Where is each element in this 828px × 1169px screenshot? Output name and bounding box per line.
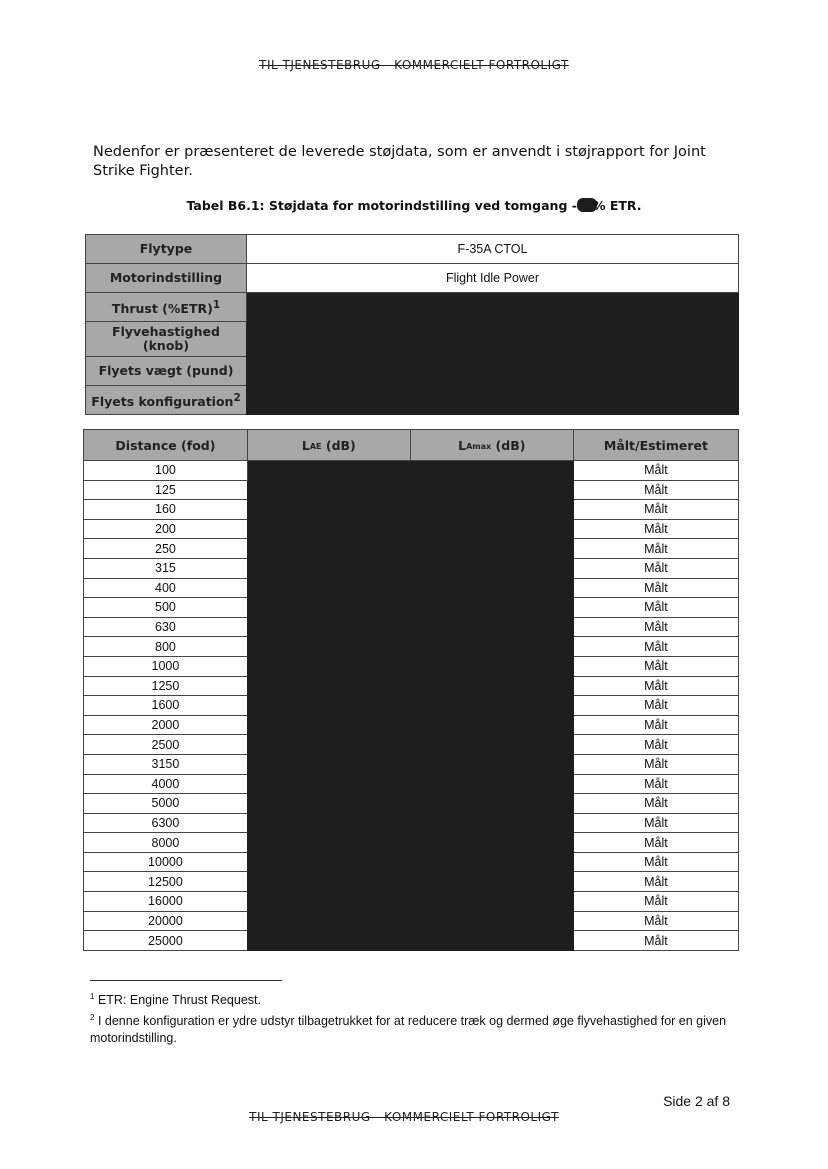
distance-cell: 5000 <box>84 794 248 814</box>
lae-main: L <box>301 437 310 453</box>
thrust-footnote-ref: 1 <box>212 298 221 311</box>
footnote-separator <box>90 980 282 981</box>
status-cell: Målt <box>573 813 738 833</box>
distance-cell: 1250 <box>84 676 248 696</box>
distance-cell: 1600 <box>84 696 248 716</box>
lamax-main: L <box>458 437 467 453</box>
distance-cell: 125 <box>84 480 248 500</box>
motor-value: Flight Idle Power <box>247 264 739 293</box>
noise-table-header <box>84 430 739 461</box>
status-cell: Målt <box>573 539 738 559</box>
status-cell: Målt <box>573 696 738 716</box>
footnote-1-number: 1 <box>90 992 95 1001</box>
col-lamax-header <box>410 430 573 461</box>
status-cell: Målt <box>573 911 738 931</box>
lae-unit: (dB) <box>321 437 356 453</box>
status-cell: Målt <box>573 931 738 951</box>
status-cell: Målt <box>573 558 738 578</box>
status-cell: Målt <box>573 500 738 520</box>
status-cell: Målt <box>573 656 738 676</box>
distance-cell: 8000 <box>84 833 248 853</box>
noise-data-table <box>83 429 739 951</box>
distance-cell: 1000 <box>84 656 248 676</box>
status-cell: Målt <box>573 598 738 618</box>
footnote-2 <box>90 1009 750 1047</box>
lamax-sub: Amax <box>466 441 492 451</box>
distance-cell: 160 <box>84 500 248 520</box>
distance-cell: 630 <box>84 617 248 637</box>
col-status-header: Målt/Estimeret <box>573 430 738 461</box>
flytype-value: F-35A CTOL <box>247 235 739 264</box>
footnote-1 <box>90 988 750 1009</box>
redacted-parameters-block <box>247 293 739 415</box>
distance-cell: 500 <box>84 598 248 618</box>
config-label-text: Flyets konfiguration <box>91 394 234 410</box>
aircraft-parameters-table <box>85 234 739 415</box>
classification-header: TIL TJENESTEBRUG - KOMMERCIELT FORTROLIGT <box>259 58 569 72</box>
config-footnote-ref: 2 <box>233 391 241 404</box>
status-cell: Målt <box>573 794 738 814</box>
table-row <box>84 461 739 481</box>
distance-cell: 400 <box>84 578 248 598</box>
thrust-label <box>86 293 247 322</box>
distance-cell: 6300 <box>84 813 248 833</box>
lae-sub: AE <box>309 441 322 451</box>
speed-label: Flyvehastighed (knob) <box>86 322 247 357</box>
status-cell: Målt <box>573 735 738 755</box>
distance-cell: 20000 <box>84 911 248 931</box>
page-number: Side 2 af 8 <box>663 1093 730 1109</box>
distance-cell: 12500 <box>84 872 248 892</box>
distance-cell: 3150 <box>84 754 248 774</box>
table-caption <box>0 198 828 213</box>
noise-table-body <box>84 461 739 951</box>
footnotes <box>90 988 750 1047</box>
distance-cell: 200 <box>84 519 248 539</box>
intro-paragraph: Nedenfor er præsenteret de leverede støjdata, som er anvendt i støjrapport for Joint Strike Fighter. <box>93 144 706 179</box>
footnote-1-text: ETR: Engine Thrust Request. <box>97 993 261 1008</box>
col-distance-header: Distance (fod) <box>84 430 248 461</box>
status-cell: Målt <box>573 774 738 794</box>
status-cell: Målt <box>573 754 738 774</box>
redacted-noise-values-block <box>247 461 573 951</box>
status-cell: Målt <box>573 578 738 598</box>
status-cell: Målt <box>573 872 738 892</box>
status-cell: Målt <box>573 617 738 637</box>
lamax-unit: (dB) <box>491 437 526 453</box>
status-cell: Målt <box>573 892 738 912</box>
status-cell: Målt <box>573 676 738 696</box>
status-cell: Målt <box>573 715 738 735</box>
distance-cell: 16000 <box>84 892 248 912</box>
thrust-label-text: Thrust (%ETR) <box>111 301 213 317</box>
weight-label: Flyets vægt (pund) <box>86 357 247 386</box>
classification-footer: TIL TJENESTEBRUG - KOMMERCIELT FORTROLIGT <box>249 1110 559 1124</box>
distance-cell: 10000 <box>84 852 248 872</box>
status-cell: Målt <box>573 833 738 853</box>
distance-cell: 100 <box>84 461 248 481</box>
param-row-thrust <box>86 293 739 322</box>
param-row-flytype <box>86 235 739 264</box>
footnote-2-text: I denne konfiguration er ydre udstyr tilbagetrukket for at reducere træk og dermed øge flyvehastighed for en given motorindstilling. <box>90 1014 727 1046</box>
distance-cell: 25000 <box>84 931 248 951</box>
footnote-2-number: 2 <box>90 1013 95 1023</box>
motor-label: Motorindstilling <box>86 264 247 293</box>
caption-text-before: Tabel B6.1: Støjdata for motorindstilling ved tomgang - <box>186 198 577 213</box>
col-lae-header <box>247 430 410 461</box>
distance-cell: 315 <box>84 558 248 578</box>
distance-cell: 2500 <box>84 735 248 755</box>
distance-cell: 4000 <box>84 774 248 794</box>
caption-text-after: % ETR. <box>592 198 642 213</box>
status-cell: Målt <box>573 637 738 657</box>
distance-cell: 2000 <box>84 715 248 735</box>
distance-cell: 800 <box>84 637 248 657</box>
flytype-label: Flytype <box>86 235 247 264</box>
status-cell: Målt <box>573 461 738 481</box>
param-row-motor <box>86 264 739 293</box>
status-cell: Målt <box>573 519 738 539</box>
distance-cell: 250 <box>84 539 248 559</box>
status-cell: Målt <box>573 852 738 872</box>
status-cell: Målt <box>573 480 738 500</box>
config-label <box>86 386 247 415</box>
